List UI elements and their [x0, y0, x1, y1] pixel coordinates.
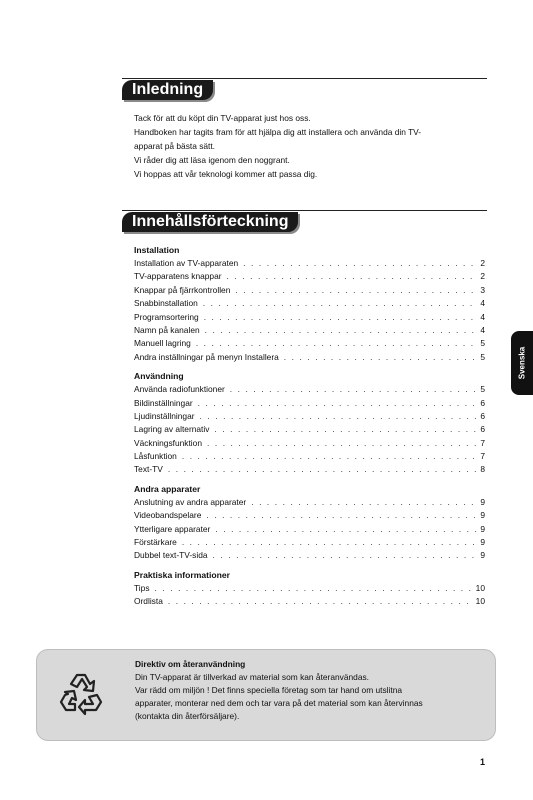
intro-line: Tack för att du köpt din TV-apparat just hos oss. — [134, 113, 311, 123]
toc-leader-dots — [198, 397, 479, 410]
toc-entry[interactable] — [134, 311, 485, 324]
table-of-contents — [134, 244, 485, 615]
toc-entry-page: 7 — [480, 437, 485, 448]
toc-leader-dots — [168, 595, 474, 608]
toc-leader-dots — [243, 257, 478, 270]
toc-entry-page: 5 — [480, 351, 485, 362]
toc-entry[interactable] — [134, 496, 485, 509]
intro-heading-rule — [122, 78, 487, 79]
toc-leader-dots — [207, 437, 478, 450]
toc-entry-page: 8 — [480, 464, 485, 475]
toc-entry-label: Snabbinstallation — [134, 298, 198, 309]
intro-heading-title: Inledning — [122, 80, 213, 100]
toc-leader-dots — [230, 383, 479, 396]
toc-heading-rule — [122, 210, 487, 211]
intro-line: Handboken har tagits fram för att hjälpa dig att installera och använda din TV- — [134, 127, 422, 137]
toc-entry-label: Knappar på fjärrkontrollen — [134, 284, 231, 295]
toc-entry-page: 4 — [480, 324, 485, 335]
toc-entry-page: 7 — [480, 451, 485, 462]
toc-entry-page: 5 — [480, 384, 485, 395]
toc-entry-label: Videobandspelare — [134, 510, 202, 521]
toc-entry-label: Dubbel text-TV-sida — [134, 550, 208, 561]
toc-entry[interactable] — [134, 324, 485, 337]
toc-leader-dots — [284, 351, 479, 364]
intro-line: Vi råder dig att läsa igenom den noggrant. — [134, 155, 290, 165]
toc-entry-label: Bildinställningar — [134, 397, 193, 408]
intro-line: apparat på bästa sätt. — [134, 141, 216, 151]
recycling-line: Din TV-apparat är tillverkad av material som kan återanvändas. — [135, 672, 369, 682]
toc-entry-label: Anslutning av andra apparater — [134, 496, 247, 507]
toc-entry-page: 3 — [480, 284, 485, 295]
toc-entry-label: Programsortering — [134, 311, 199, 322]
toc-entry-label: Namn på kanalen — [134, 324, 200, 335]
toc-entry-label: Text-TV — [134, 464, 163, 475]
toc-entry[interactable] — [134, 270, 485, 283]
toc-entry-page: 10 — [475, 596, 485, 607]
toc-group-title: Praktiska informationer — [134, 569, 230, 580]
toc-leader-dots — [196, 337, 479, 350]
toc-entry-page: 9 — [480, 523, 485, 534]
toc-entry[interactable] — [134, 437, 485, 450]
recycling-title: Direktiv om återanvändning — [135, 659, 246, 669]
toc-entry-page: 9 — [480, 550, 485, 561]
toc-entry[interactable] — [134, 351, 485, 364]
toc-entry[interactable] — [134, 549, 485, 562]
toc-entry-page: 10 — [475, 582, 485, 593]
recycling-line: Var rädd om miljön ! Det finns speciella företag som tar hand om utslitna — [135, 685, 403, 695]
toc-leader-dots — [251, 496, 478, 509]
toc-heading — [122, 210, 487, 234]
toc-entry-page: 9 — [480, 510, 485, 521]
toc-entry[interactable] — [134, 337, 485, 350]
toc-group-anvandning — [134, 370, 485, 477]
page-number: 1 — [480, 757, 486, 767]
toc-entry[interactable] — [134, 463, 485, 476]
intro-line: Vi hoppas att vår teknologi kommer att passa dig. — [134, 169, 318, 179]
toc-entry-page: 2 — [480, 271, 485, 282]
toc-entry[interactable] — [134, 410, 485, 423]
toc-entry-label: Andra inställningar på menyn Installera — [134, 351, 279, 362]
toc-entry-page: 9 — [480, 537, 485, 548]
toc-entry-label: Tips — [134, 582, 150, 593]
toc-leader-dots — [168, 463, 478, 476]
toc-group-praktiska-informationer — [134, 569, 485, 609]
toc-entry-label: Använda radiofunktioner — [134, 384, 225, 395]
toc-group-title: Installation — [134, 245, 180, 255]
toc-entry[interactable] — [134, 257, 485, 270]
toc-entry-label: TV-apparatens knappar — [134, 271, 222, 282]
toc-leader-dots — [203, 297, 479, 310]
toc-entry-page: 4 — [480, 298, 485, 309]
toc-entry[interactable] — [134, 284, 485, 297]
toc-entry[interactable] — [134, 582, 485, 595]
toc-entry-page: 6 — [480, 397, 485, 408]
toc-entry-page: 2 — [480, 258, 485, 268]
toc-entry-page: 5 — [480, 338, 485, 349]
toc-entry-label: Ljudinställningar — [134, 410, 195, 421]
toc-leader-dots — [206, 509, 478, 522]
toc-entry-page: 9 — [480, 496, 485, 507]
toc-group-title: Andra apparater — [134, 483, 201, 494]
toc-entry-label: Ordlista — [134, 596, 163, 607]
toc-entry-page: 4 — [480, 311, 485, 322]
toc-entry[interactable] — [134, 297, 485, 310]
toc-entry[interactable] — [134, 595, 485, 608]
toc-entry-label: Lagring av alternativ — [134, 424, 210, 435]
toc-entry-label: Låsfunktion — [134, 451, 177, 462]
toc-group-installation — [134, 244, 485, 364]
toc-entry[interactable] — [134, 536, 485, 549]
toc-leader-dots — [215, 523, 478, 536]
toc-group-andra-apparater — [134, 483, 485, 563]
toc-leader-dots — [235, 284, 478, 297]
language-tab-label: Svenska — [517, 346, 527, 380]
toc-leader-dots — [204, 311, 479, 324]
toc-leader-dots — [182, 450, 478, 463]
toc-entry-label: Manuell lagring — [134, 338, 191, 349]
toc-entry[interactable] — [134, 523, 485, 536]
toc-entry-label: Ytterligare apparater — [134, 523, 211, 534]
recycling-line: (kontakta din återförsäljare). — [135, 711, 240, 721]
intro-heading — [122, 78, 487, 102]
toc-leader-dots — [227, 270, 479, 283]
toc-entry[interactable] — [134, 450, 485, 463]
language-tab — [511, 331, 533, 395]
recycling-notice — [36, 649, 496, 741]
toc-leader-dots — [182, 536, 479, 549]
toc-entry-page: 6 — [480, 410, 485, 421]
toc-entry[interactable] — [134, 397, 485, 410]
toc-entry-label: Installation av TV-apparaten — [134, 258, 239, 268]
toc-entry[interactable] — [134, 423, 485, 436]
toc-entry-label: Väckningsfunktion — [134, 437, 202, 448]
toc-entry[interactable] — [134, 509, 485, 522]
recycling-text — [135, 658, 491, 723]
recycling-line: apparater, monterar ned dem och tar vara på det material som kan återvinnas — [135, 698, 423, 708]
toc-entry-label: Förstärkare — [134, 537, 177, 548]
toc-leader-dots — [155, 582, 474, 595]
toc-leader-dots — [214, 423, 478, 436]
toc-leader-dots — [200, 410, 479, 423]
intro-text — [134, 111, 479, 181]
toc-group-title: Användning — [134, 371, 184, 382]
toc-entry[interactable] — [134, 383, 485, 396]
recycle-icon — [57, 669, 105, 717]
toc-entry-page: 6 — [480, 424, 485, 435]
toc-leader-dots — [205, 324, 479, 337]
toc-leader-dots — [213, 549, 479, 562]
toc-heading-title: Innehållsförteckning — [122, 212, 298, 232]
